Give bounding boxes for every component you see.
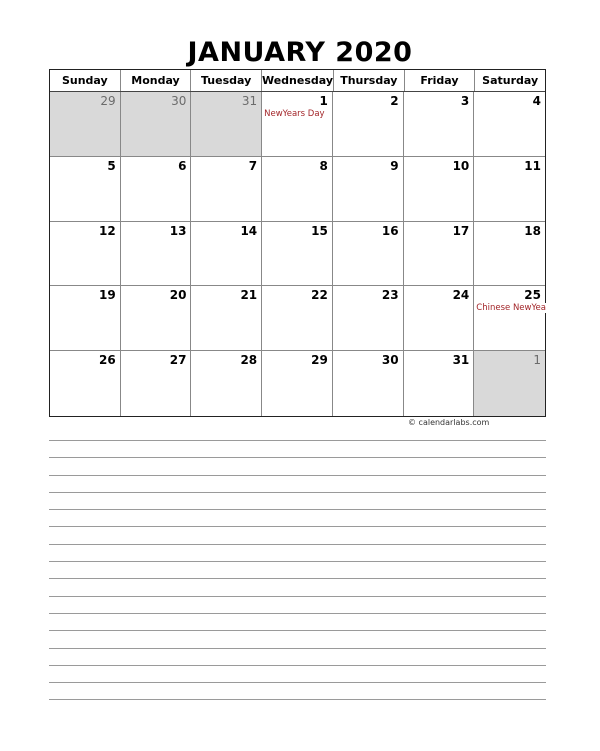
- day-cell: [333, 222, 404, 287]
- day-number: 31: [241, 94, 258, 108]
- day-cell: [191, 351, 262, 416]
- note-line: [49, 457, 546, 474]
- day-number: 30: [171, 94, 187, 108]
- day-number: 21: [240, 288, 258, 303]
- note-line: [49, 665, 546, 682]
- weekday-thursday: Thursday: [334, 70, 405, 91]
- day-cell: [191, 286, 262, 351]
- day-number: 23: [381, 288, 399, 303]
- day-cell: [262, 92, 333, 157]
- day-number: 12: [99, 223, 116, 238]
- note-line: [49, 648, 546, 665]
- day-number: 24: [452, 288, 470, 303]
- day-number: 25: [524, 288, 541, 303]
- note-line: [49, 561, 546, 578]
- note-line: [49, 440, 546, 457]
- day-cell: [50, 222, 121, 287]
- day-cell: [121, 222, 192, 287]
- day-number: 9: [390, 158, 399, 173]
- day-number: 13: [169, 223, 187, 238]
- day-number: 1: [319, 94, 328, 108]
- day-cell: [191, 222, 262, 287]
- day-cell: [50, 157, 121, 222]
- day-cell: [474, 286, 545, 351]
- day-number: 2: [390, 94, 399, 108]
- note-line: [49, 526, 546, 543]
- day-cell: [333, 92, 404, 157]
- holiday-label: Chinese NewYea: [476, 303, 552, 313]
- day-cell: [333, 286, 404, 351]
- note-line: [49, 630, 546, 647]
- weekday-monday: Monday: [121, 70, 192, 91]
- day-number: 18: [524, 223, 541, 238]
- day-number: 14: [240, 223, 258, 238]
- note-line: [49, 613, 546, 630]
- month-calendar: [49, 69, 546, 417]
- day-cell: [50, 286, 121, 351]
- day-cell: [404, 286, 475, 351]
- day-cell: [50, 92, 121, 157]
- day-cell: [474, 351, 545, 416]
- day-cell: [474, 157, 545, 222]
- day-number: 27: [169, 353, 187, 368]
- day-number: 10: [452, 158, 470, 173]
- day-number: 11: [524, 158, 541, 173]
- day-number: 5: [107, 158, 116, 173]
- day-number: 30: [381, 353, 399, 368]
- day-cell: [404, 351, 475, 416]
- day-cell: [474, 92, 545, 157]
- day-number: 29: [311, 353, 328, 368]
- day-number: 28: [240, 353, 258, 368]
- day-cell: [333, 351, 404, 416]
- day-cell: [262, 286, 333, 351]
- weekday-tuesday: Tuesday: [191, 70, 262, 91]
- day-cell: [191, 92, 262, 157]
- day-cell: [404, 157, 475, 222]
- weekday-friday: Friday: [405, 70, 476, 91]
- day-cell: [404, 92, 475, 157]
- calendar-grid: [50, 92, 545, 416]
- day-number: 1: [533, 353, 541, 368]
- day-cell: [262, 351, 333, 416]
- day-number: 15: [311, 223, 328, 238]
- weekday-header-row: [50, 70, 545, 92]
- day-number: 19: [99, 288, 116, 303]
- note-line: [49, 475, 546, 492]
- day-number: 4: [532, 94, 541, 108]
- day-cell: [262, 157, 333, 222]
- note-line: [49, 578, 546, 595]
- day-number: 7: [248, 158, 258, 173]
- note-line: [49, 682, 546, 699]
- day-cell: [262, 222, 333, 287]
- day-number: 16: [381, 223, 399, 238]
- holiday-label: NewYears Day: [264, 109, 325, 119]
- day-cell: [333, 157, 404, 222]
- day-number: 3: [460, 94, 470, 108]
- weekday-sunday: Sunday: [50, 70, 121, 91]
- day-number: 8: [319, 158, 328, 173]
- day-number: 31: [452, 353, 470, 368]
- day-number: 22: [311, 288, 328, 303]
- day-cell: [121, 92, 192, 157]
- note-line: [49, 596, 546, 613]
- day-cell: [121, 157, 192, 222]
- weekday-saturday: Saturday: [482, 74, 539, 87]
- note-line: [49, 492, 546, 509]
- credit-text: © calendarlabs.com: [408, 418, 490, 427]
- day-number: 20: [169, 288, 187, 303]
- notes-area: [49, 440, 546, 717]
- day-number: 17: [452, 223, 470, 238]
- day-cell: [404, 222, 475, 287]
- note-line: [49, 544, 546, 561]
- note-line: [49, 699, 546, 716]
- weekday-wednesday: Wednesday: [262, 70, 334, 91]
- day-cell: [50, 351, 121, 416]
- day-cell: [121, 351, 192, 416]
- note-line: [49, 509, 546, 526]
- day-cell: [121, 286, 192, 351]
- day-number: 6: [178, 158, 187, 173]
- day-cell: [191, 157, 262, 222]
- page-title: JANUARY 2020: [187, 37, 413, 68]
- day-number: 26: [99, 353, 116, 368]
- day-cell: [474, 222, 545, 287]
- day-number: 29: [100, 94, 116, 108]
